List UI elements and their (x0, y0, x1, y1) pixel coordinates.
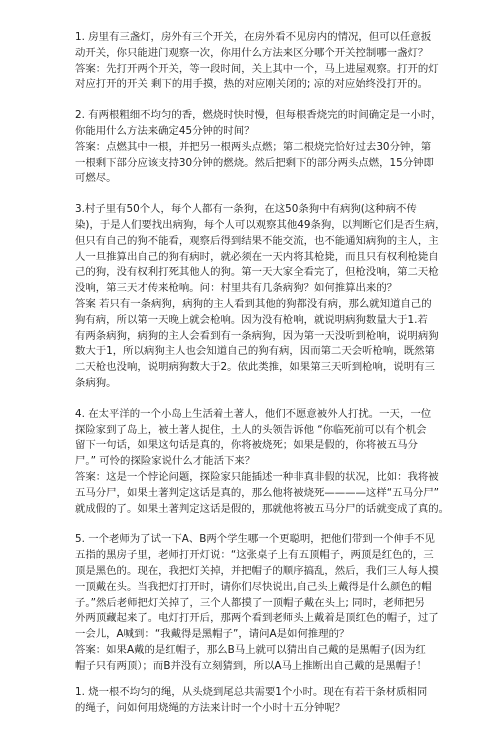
question-6 (75, 685, 435, 717)
text-line: 没响，第三天才传来枪响。问：村里共有几条病狗？如何推算出来的？ (75, 282, 398, 295)
document-page (75, 30, 450, 732)
text-line: 5. 一个老师为了试一下A、B两个学生哪一个更聪明，把他们带到一个伸手不见 (75, 533, 435, 546)
text-line: 3.村子里有50个人，每个人都有一条狗，在这50条狗中有病狗(这种病不传 (75, 203, 417, 216)
text-line: 子。”然后老师把灯关掉了，三个人都摸了一顶帽子戴在头上; 同时，老师把另 (75, 596, 425, 609)
answer-line: 答案：点燃其中一根，并把另一根两头点燃；第二根烧完恰好过去30分钟，第 (75, 140, 432, 153)
text-line: 顶是黑色的。现在，我把灯关掉，并把帽子的顺序搞乱，然后，我们三人每人摸 (75, 564, 439, 577)
answer-line: 答案：如果A戴的是红帽子，那么B马上就可以猜出自己戴的是黑帽子(因为红 (75, 643, 426, 656)
text-line: 动开关，你只能进门观察一次，你用什么方法来区分哪个开关控制哪一盏灯？ (75, 46, 429, 59)
answer-line: 有两条病狗，病狗的主人会看到有一条病狗，因为第一天没听到枪响，说明病狗 (75, 329, 439, 342)
text-line: 你能用什么方法来确定45分钟的时间？ (75, 124, 255, 137)
answer-line: 数大于1，所以病狗主人也会知道自己的狗有病，因而第二天会听枪响，既然第 (75, 345, 435, 358)
text-line: 2. 有两根粗细不均匀的香，燃烧时快时慢，但每根香烧完的时间确定是一小时， (75, 109, 442, 122)
text-line: 留下一句话，如果这句话是真的，你将被烧死；如果是假的，你将被五马分 (75, 439, 418, 452)
text-line: 的绳子，问如何用烧绳的方法来计时一个小时十五分钟呢？ (75, 702, 346, 715)
text-line: 尸。” 可怜的探险家说什么才能活下来？ (75, 455, 256, 468)
answer-line: 就成假的了。如果土著判定这话是假的，那就他将被五马分尸的话就变成了真的。 (75, 502, 450, 515)
text-line: 但只有自己的狗不能看，观察后得到结果不能交流，也不能通知病狗的主人，主 (75, 234, 439, 247)
text-line: 1. 烧一根不均匀的绳，从头烧到尾总共需要1个小时。现在有若干条材质相同 (75, 686, 428, 699)
text-line: 人一旦推算出自己的狗有病时，就必须在一天内将其枪毙，而且只有权利枪毙自 (75, 250, 439, 263)
answer-line: 答案 若只有一条病狗，病狗的主人看到其他的狗都没有病，那么就知道自己的 (75, 297, 432, 310)
question-2 (75, 108, 442, 187)
text-line: 一顶戴在头。当我把灯打开时，请你们尽快说出,自己头上戴得是什么颜色的帽 (75, 580, 432, 593)
question-5 (75, 532, 439, 674)
question-4 (75, 407, 450, 518)
answer-line: 可燃尽。 (75, 172, 117, 185)
answer-line: 对应打开的开关 剩下的用手摸，热的对应刚关闭的; 凉的对应始终没打开的。 (75, 78, 428, 91)
question-1 (75, 30, 439, 93)
text-line: 己的狗，没有权利打死其他人的狗。第一天大家全看完了，但枪没响，第二天枪 (75, 266, 439, 279)
text-line: 染)，于是人们要找出病狗，每个人可以观察其他49条狗，以判断它们是否生病， (75, 218, 446, 231)
answer-line: 答案：这是一个悖论问题，探险家只能插述一种非真非假的状况，比如：我将被 (75, 470, 439, 483)
answer-line: 答案：先打开两个开关，等一段时间，关上其中一个，马上进屋观察。打开的灯 (75, 62, 439, 75)
answer-line: 狗有病，所以第一天晚上就会枪响。因为没有枪响，就说明病狗数量大于1.若 (75, 313, 428, 326)
answer-line: 一根剩下部分应该支持30分钟的燃烧。然后把剩下的部分两头点燃，15分钟即 (75, 156, 434, 169)
answer-line: 帽子只有两顶）；而B并没有立刻猜到，所以A马上推断出自己戴的是黑帽子！ (75, 659, 427, 672)
text-line: 探险家到了岛上，被土著人捉住，土人的头领告诉他 “你临死前可以有个机会 (75, 423, 427, 436)
answer-line: 二天枪也没响，说明病狗数大于2。依此类推，如果第三天听到枪响，说明有三 (75, 361, 435, 374)
text-line: 五指的黑房子里，老师打开灯说：“这张桌子上有五顶帽子，两顶是红色的，三 (75, 549, 434, 562)
text-line: 1. 房里有三盏灯，房外有三个开关，在房外看不见房内的情况，但可以任意扳 (75, 31, 432, 43)
question-3 (75, 202, 446, 392)
answer-line: 条病狗。 (75, 376, 117, 389)
text-line: 一会儿，A喊到：“我戴得是黑帽子”，请问A是如何推理的？ (75, 628, 350, 641)
answer-line: 五马分尸，如果土著判定这话是真的，那么他将被烧死————这样“五马分尸” (75, 486, 440, 499)
text-line: 外两顶藏起来了。电灯打开后，那两个看到老师头上戴着是顶红色的帽子，过了 (75, 612, 439, 625)
text-line: 4. 在太平洋的一个小岛上生活着土著人，他们不愿意被外人打扰。一天，一位 (75, 407, 432, 420)
